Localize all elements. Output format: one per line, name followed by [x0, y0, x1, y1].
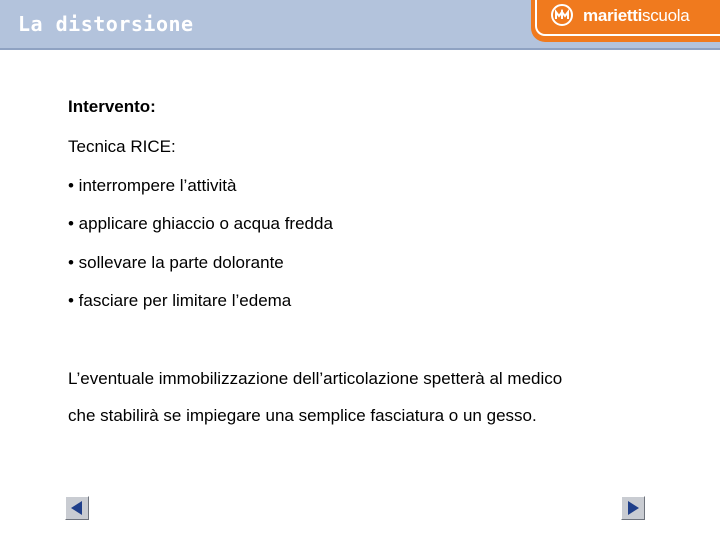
bullet-item: • interrompere l’attività: [68, 176, 237, 195]
triangle-left-icon: [69, 500, 85, 516]
header-divider: [0, 48, 720, 50]
paragraph-line: L’eventuale immobilizzazione dell’articolazione spetterà al medico: [68, 369, 563, 388]
bullet-item: • applicare ghiaccio o acqua fredda: [68, 214, 333, 233]
triangle-right-icon: [625, 500, 641, 516]
marietti-scuola-logo: [531, 0, 720, 42]
logo-text: [583, 6, 689, 26]
technique-label: Tecnica RICE:: [68, 137, 176, 156]
logo-brand-light: scuola: [642, 6, 690, 25]
section-heading: Intervento:: [68, 97, 156, 116]
next-slide-button[interactable]: [621, 496, 645, 520]
previous-slide-button[interactable]: [65, 496, 89, 520]
logo-brand-bold: marietti: [583, 6, 643, 25]
bullet-item: • fasciare per limitare l’edema: [68, 291, 292, 310]
paragraph-line: che stabilirà se impiegare una semplice fasciatura o un gesso.: [68, 406, 537, 425]
bullet-item: • sollevare la parte dolorante: [68, 253, 284, 272]
slide-title: La distorsione: [18, 12, 194, 36]
logo-mark-icon: [551, 4, 573, 26]
header-bar: [0, 0, 720, 48]
